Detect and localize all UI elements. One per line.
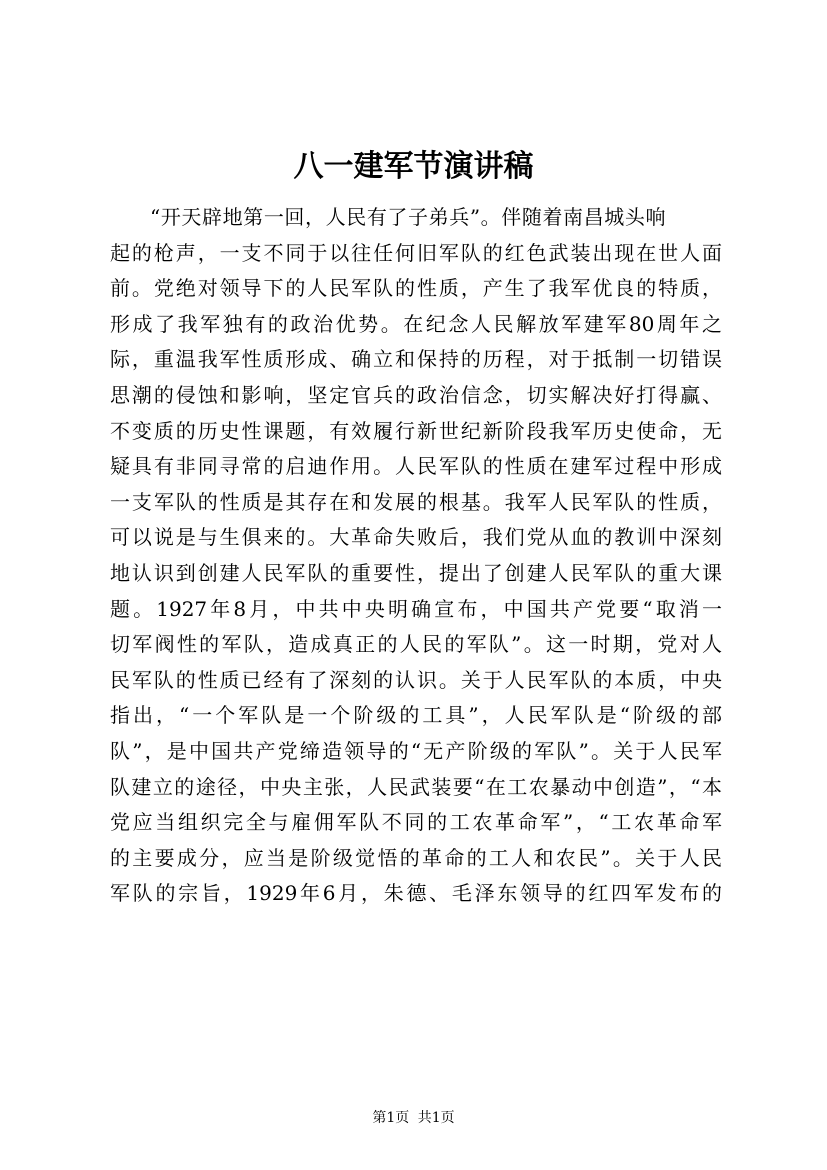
body-line: 际，重温我军性质形成、确立和保持的历程，对于抵制一切错误: [110, 347, 722, 372]
body-line: 形成了我军独有的政治优势。在纪念人民解放军建军80周年之: [110, 311, 722, 336]
body-line: 起的枪声，一支不同于以往任何旧军队的红色武装出现在世人面: [110, 240, 722, 265]
body-line: 思潮的侵蚀和影响，坚定官兵的政治信念，切实解决好打得赢、: [110, 382, 722, 407]
document-body: [110, 200, 722, 912]
body-line: 题。1927年8月，中共中央明确宣布，中国共产党要“取消一: [110, 596, 722, 621]
page-total: 共1页: [417, 1110, 455, 1126]
body-line: 党应当组织完全与雇佣军队不同的工农革命军”，“工农革命军: [110, 810, 722, 835]
body-line: 可以说是与生俱来的。大革命失败后，我们党从血的教训中深刻: [110, 525, 722, 550]
body-line: 一支军队的性质是其存在和发展的根基。我军人民军队的性质，: [110, 489, 722, 514]
body-line: 指出，“一个军队是一个阶级的工具”，人民军队是“阶级的部: [110, 703, 722, 728]
body-line: 队建立的途径，中央主张，人民武装要“在工农暴动中创造”，“本: [110, 774, 722, 799]
body-line: 民军队的性质已经有了深刻的认识。关于人民军队的本质，中央: [110, 667, 722, 692]
body-line: 的主要成分，应当是阶级觉悟的革命的工人和农民”。关于人民: [110, 845, 722, 870]
page-footer: [0, 1108, 827, 1128]
body-line: 队”，是中国共产党缔造领导的“无产阶级的军队”。关于人民军: [110, 738, 722, 763]
body-line: 地认识到创建人民军队的重要性，提出了创建人民军队的重大课: [110, 560, 722, 585]
body-line: 疑具有非同寻常的启迪作用。人民军队的性质在建军过程中形成: [110, 454, 722, 479]
page-title: 八一建军节演讲稿: [293, 149, 534, 184]
body-line: 切军阀性的军队，造成真正的人民的军队”。这一时期，党对人: [110, 632, 722, 657]
page-number: 第1页: [372, 1110, 410, 1126]
body-line: “开天辟地第一回，人民有了子弟兵”。伴随着南昌城头响: [150, 205, 667, 229]
body-line: 前。党绝对领导下的人民军队的性质，产生了我军优良的特质，: [110, 276, 722, 301]
body-line: 不变质的历史性课题，有效履行新世纪新阶段我军历史使命，无: [110, 418, 722, 443]
body-line: 军队的宗旨，1929年6月，朱德、毛泽东领导的红四军发布的: [110, 881, 722, 906]
